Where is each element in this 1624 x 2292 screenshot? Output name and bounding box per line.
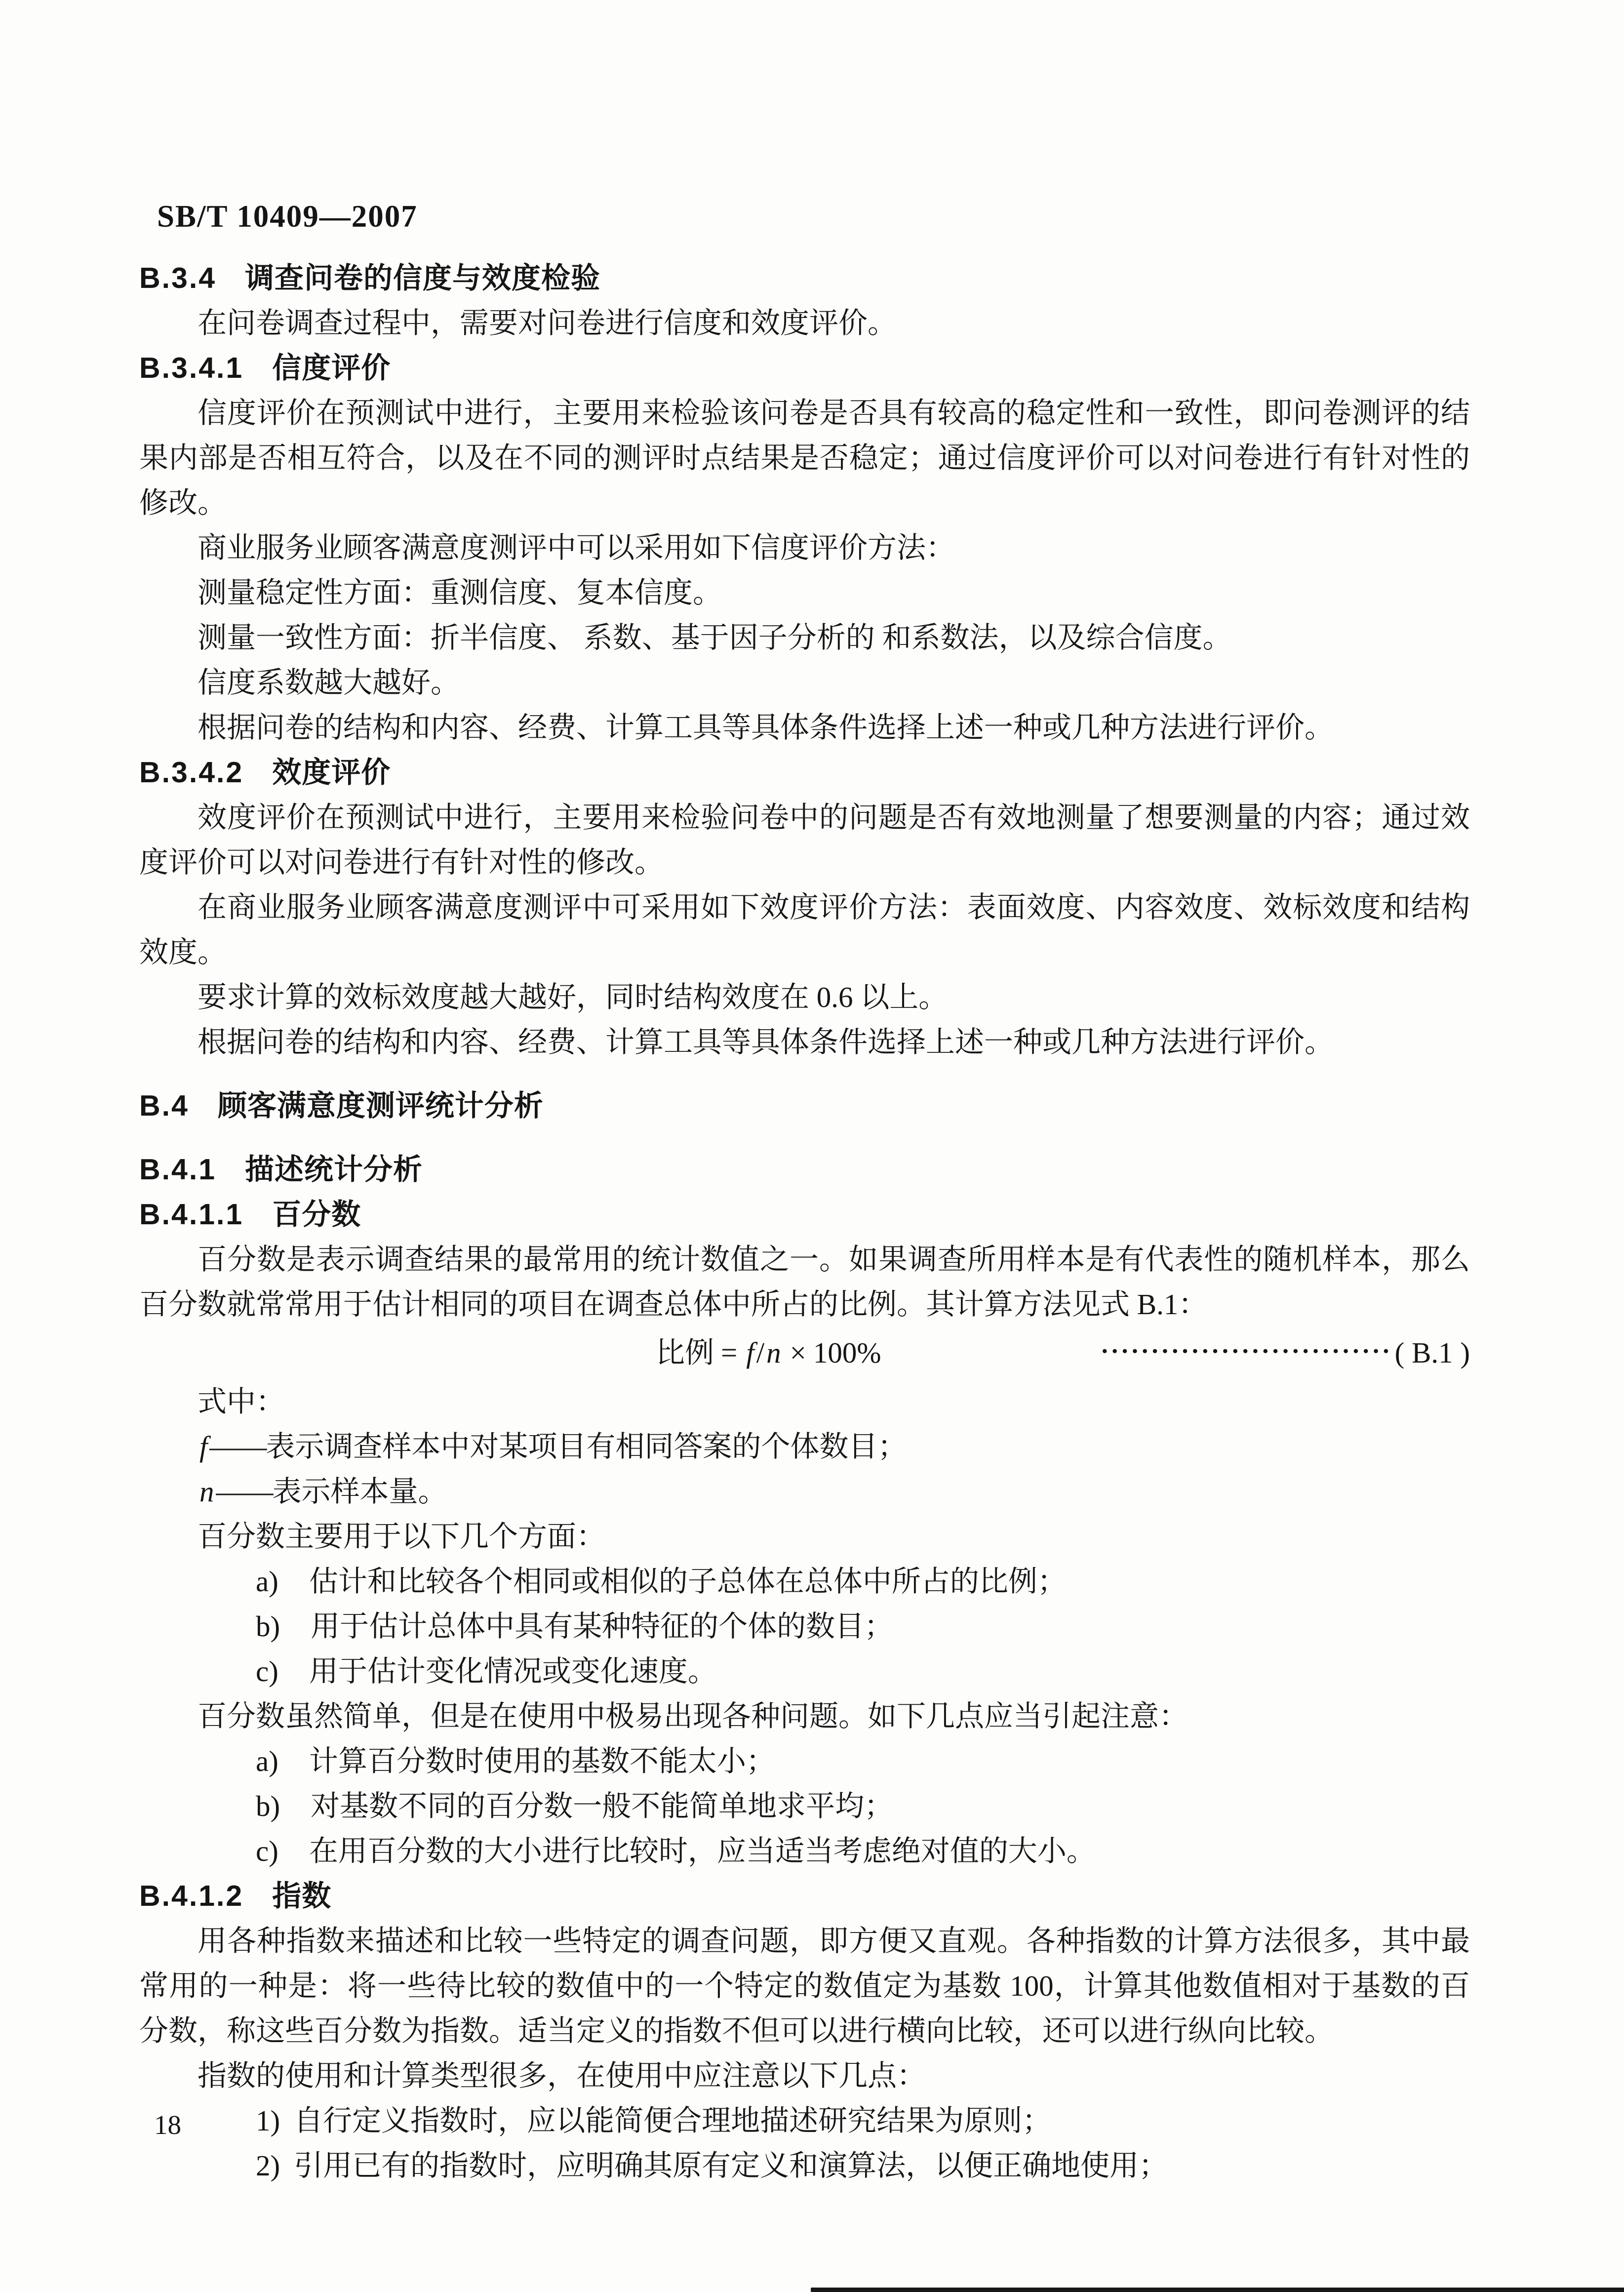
heading-number: B.4.1 (139, 1153, 217, 1186)
heading-number: B.4.1.2 (139, 1880, 244, 1912)
heading-number: B.3.4.2 (139, 756, 244, 789)
heading-title: 效度评价 (272, 756, 391, 789)
list-item-text: 估计和比较各个相同或相似的子总体在总体中所占的比例； (309, 1565, 1067, 1598)
definition-item (139, 1469, 1470, 1514)
paragraph: 式中： (198, 1385, 285, 1418)
dot-leader: ····························· (1100, 1337, 1392, 1366)
section-heading-B.4.1 (139, 1147, 1470, 1192)
list-item-label: a) (256, 1565, 278, 1598)
formula-expression (656, 1329, 881, 1376)
standard-code-header: SB/T 10409—2007 (157, 199, 418, 234)
list-item-label: 2) (256, 2149, 280, 2182)
list-item-text: 自行定义指数时，应以能简便合理地描述研究结果为原则； (294, 2104, 1052, 2137)
scan-artifact-bar (811, 2288, 1624, 2292)
formula-operand: 100% (813, 1336, 881, 1369)
formula-b1 (139, 1329, 1470, 1376)
section-heading-B.4.1.1 (139, 1192, 1470, 1237)
section-heading-B.4 (139, 1084, 1470, 1128)
list-item-text: 对基数不同的百分数一般不能简单地求平均； (311, 1790, 894, 1822)
paragraph: 商业服务业顾客满意度测评中可以采用如下信度评价方法： (198, 531, 955, 564)
equation-number: ( B.1 ) (1394, 1336, 1470, 1369)
list-item-label: b) (256, 1790, 280, 1822)
list-item (139, 2098, 1470, 2143)
list-item-label: 1) (256, 2104, 280, 2137)
heading-number: B.4 (139, 1089, 189, 1122)
equals-sign: = (721, 1336, 738, 1369)
list-item-text: 计算百分数时使用的基数不能太小； (309, 1745, 775, 1777)
list-item (139, 1649, 1470, 1694)
definition-description: 表示样本量。 (272, 1475, 447, 1508)
formula-lhs: 比例 (656, 1336, 714, 1369)
heading-title: 描述统计分析 (245, 1153, 423, 1186)
list-item-label: c) (256, 1835, 278, 1867)
section-heading-B.3.4 (139, 256, 1470, 301)
list-item (139, 1739, 1470, 1784)
heading-number: B.3.4.1 (139, 352, 244, 384)
paragraph: 根据问卷的结构和内容、经费、计算工具等具体条件选择上述一种或几种方法进行评价。 (198, 711, 1334, 744)
definition-term: f (199, 1430, 208, 1463)
paragraph: 效度评价在预测试中进行，主要用来检验问卷中的问题是否有效地测量了想要测量的内容；通过效度评价可以对问卷进行有针对性的修改。 (139, 801, 1470, 879)
formula-numerator: f (746, 1336, 754, 1369)
list-item (139, 1829, 1470, 1874)
heading-number: B.3.4 (139, 262, 217, 294)
formula-leader-group (1101, 1329, 1470, 1378)
section-heading-B.3.4.2 (139, 750, 1470, 795)
definition-term: n (199, 1475, 214, 1508)
heading-title: 百分数 (272, 1198, 361, 1231)
paragraph: 测量一致性方面：折半信度、 系数、基于因子分析的 和系数法，以及综合信度。 (198, 621, 1232, 654)
heading-title: 顾客满意度测评统计分析 (217, 1089, 544, 1122)
section-heading-B.3.4.1 (139, 346, 1470, 391)
content (139, 256, 1470, 2188)
formula-denominator: n (766, 1336, 781, 1369)
list-item (139, 1604, 1470, 1649)
paragraph: 信度评价在预测试中进行，主要用来检验该问卷是否具有较高的稳定性和一致性，即问卷测评的结果内部是否相互符合，以及在不同的测评时点结果是否稳定；通过信度评价可以对问卷进行有针对性的修改。 (139, 397, 1470, 519)
list-item-label: b) (256, 1610, 280, 1643)
paragraph: 测量稳定性方面：重测信度、复本信度。 (198, 576, 722, 609)
paragraph: 信度系数越大越好。 (198, 666, 460, 699)
list-item-label: c) (256, 1655, 278, 1688)
paragraph: 要求计算的效标效度越大越好，同时结构效度在 0.6 以上。 (198, 981, 948, 1013)
list-item-text: 引用已有的指数时，应明确其原有定义和演算法，以便正确地使用； (294, 2149, 1168, 2182)
heading-title: 指数 (272, 1880, 332, 1912)
heading-title: 调查问卷的信度与效度检验 (245, 262, 601, 294)
page-number: 18 (154, 2110, 181, 2140)
paragraph: 百分数虽然简单，但是在使用中极易出现各种问题。如下几点应当引起注意： (198, 1700, 1188, 1732)
paragraph: 百分数主要用于以下几个方面： (198, 1520, 606, 1553)
definition-description: 表示调查样本中对某项目有相同答案的个体数目； (266, 1430, 907, 1463)
list-item (139, 1559, 1470, 1604)
paragraph: 指数的使用和计算类型很多，在使用中应注意以下几点： (198, 2059, 926, 2092)
heading-title: 信度评价 (272, 352, 391, 384)
definition-dash: —— (216, 1475, 273, 1508)
paragraph: 在问卷调查过程中，需要对问卷进行信度和效度评价。 (198, 307, 897, 339)
fraction-slash: / (756, 1336, 765, 1369)
list-item-text: 用于估计总体中具有某种特征的个体的数目； (311, 1610, 894, 1643)
multiply-sign: × (790, 1336, 806, 1369)
list-item-label: a) (256, 1745, 278, 1777)
heading-number: B.4.1.1 (139, 1198, 244, 1231)
paragraph: 百分数是表示调查结果的最常用的统计数值之一。如果调查所用样本是有代表性的随机样本，那么百分数就常常用于估计相同的项目在调查总体中所占的比例。其计算方法见式 B.1： (139, 1243, 1470, 1321)
definition-item (139, 1424, 1470, 1469)
definition-dash: —— (209, 1430, 266, 1463)
list-item-text: 用于估计变化情况或变化速度。 (309, 1655, 717, 1688)
section-heading-B.4.1.2 (139, 1874, 1470, 1919)
paragraph: 用各种指数来描述和比较一些特定的调查问题，即方便又直观。各种指数的计算方法很多，其中最常用的一种是：将一些待比较的数值中的一个特定的数值定为基数 100，计算其他数值相对于基数的百分数，称这些百分数为指数。适当定义的指数不但可以进行横向比较，还可以进行纵向比较。 (139, 1925, 1470, 2047)
paragraph: 根据问卷的结构和内容、经费、计算工具等具体条件选择上述一种或几种方法进行评价。 (198, 1026, 1334, 1058)
list-item (139, 1784, 1470, 1829)
list-item-text: 在用百分数的大小进行比较时，应当适当考虑绝对值的大小。 (309, 1835, 1096, 1867)
list-item (139, 2143, 1470, 2188)
paragraph: 在商业服务业顾客满意度测评中可采用如下效度评价方法：表面效度、内容效度、效标效度和结构效度。 (139, 891, 1470, 968)
